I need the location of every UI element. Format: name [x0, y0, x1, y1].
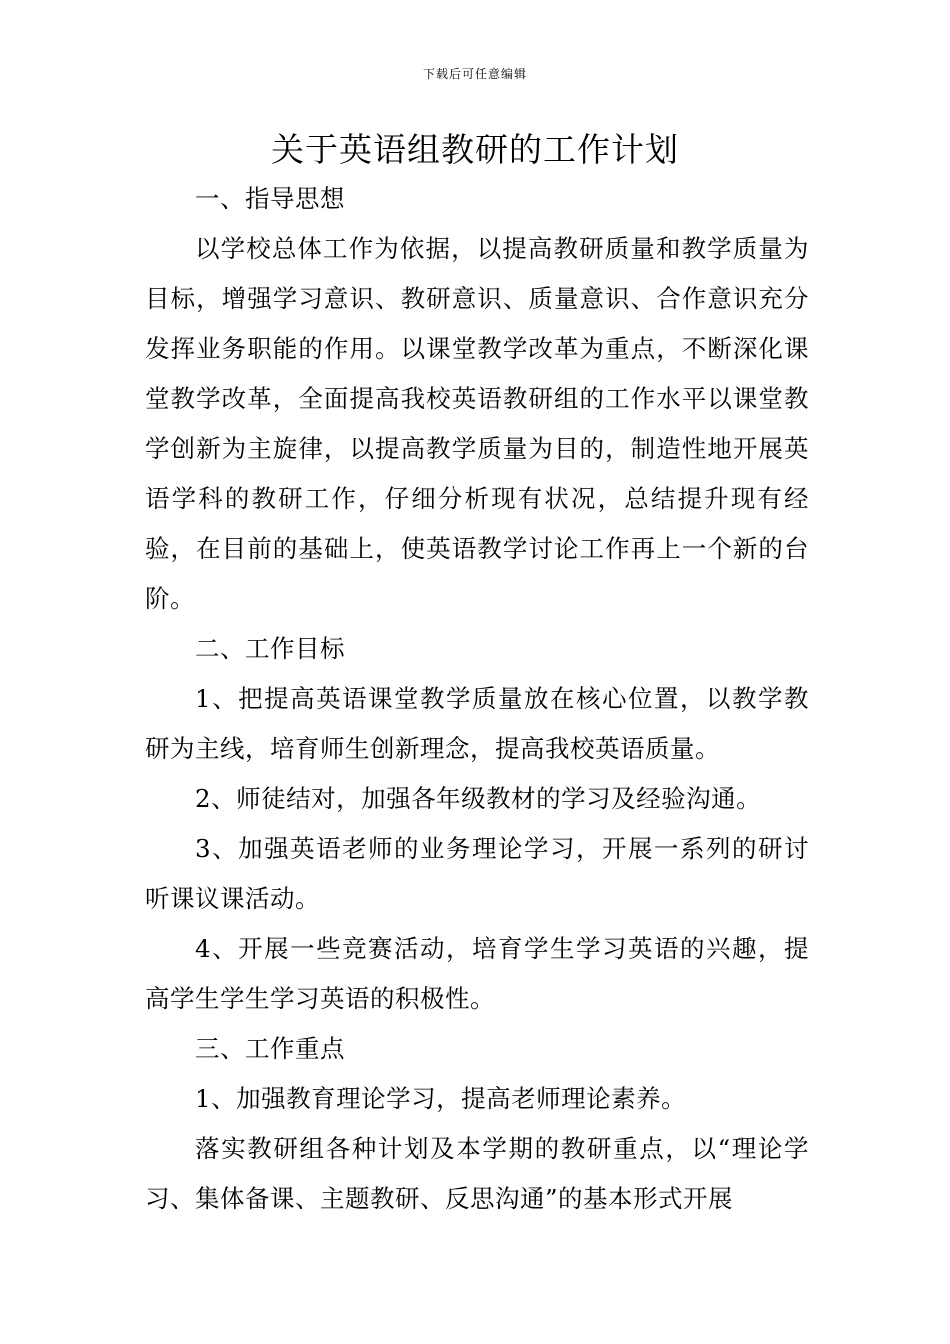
paragraph: 3、加强英语老师的业务理论学习，开展一系列的研讨听课议课活动。	[145, 834, 809, 913]
paragraph: 4、开展一些竞赛活动，培育学生学习英语的兴趣，提高学生学生学习英语的积极性。	[145, 934, 809, 1013]
paragraph: 落实教研组各种计划及本学期的教研重点，以“理论学习、集体备课、主题教研、反思沟通”的基本形式开展	[145, 1134, 809, 1213]
section-heading: 三、工作重点	[195, 1034, 345, 1063]
paragraph: 2、师徒结对，加强各年级教材的学习及经验沟通。	[195, 784, 762, 813]
document-title: 关于英语组教研的工作计划	[271, 130, 679, 169]
section-heading: 二、工作目标	[195, 634, 345, 663]
paragraph: 以学校总体工作为依据，以提高教研质量和教学质量为目标，增强学习意识、教研意识、质量意识、合作意识充分发挥业务职能的作用。以课堂教学改革为重点，不断深化课堂教学改革，全面提高我校英语教研组的工作水平以课堂教学创新为主旋律，以提高教学质量为目的，制造性地开展英语学科的教研工作，仔细分析现有状况，总结提升现有经验，在目前的基础上，使英语教学讨论工作再上一个新的台阶。	[145, 234, 809, 613]
paragraph: 1、加强教育理论学习，提高老师理论素养。	[195, 1084, 687, 1113]
header-note: 下载后可任意编辑	[422, 67, 527, 81]
section-heading: 一、指导思想	[195, 184, 345, 213]
paragraph: 1、把提高英语课堂教学质量放在核心位置，以教学教研为主线，培育师生创新理念，提高我校英语质量。	[145, 684, 809, 763]
document-body	[145, 174, 809, 1224]
